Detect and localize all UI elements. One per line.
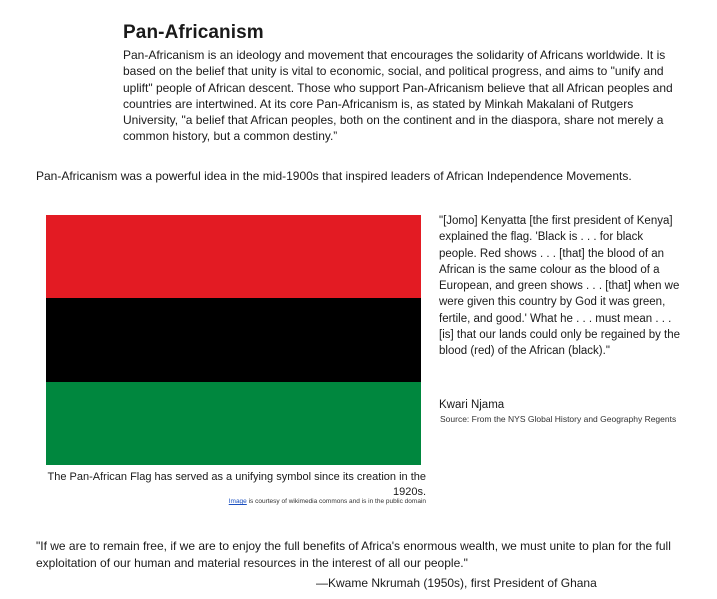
flag-stripe-green (46, 382, 421, 465)
lead-paragraph: Pan-Africanism was a powerful idea in the mid-1900s that inspired leaders of African Independence Movements. (36, 169, 632, 183)
intro-paragraph: Pan-Africanism is an ideology and movement that encourages the solidarity of Africans worldwide. It is based on the belief that unity is vital to economic, social, and political progress, and aims to "unify and uplift" people of African descent. Those who support Pan-Africanism believe that all African peoples and countries are intertwined. At its core Pan-Africanism is, as stated by Minkah Makalani of Rutgers University, "a belief that African peoples, both on the continent and in the diaspora, share not merely a common history, but a common destiny.” (123, 48, 673, 144)
flag-stripe-black (46, 298, 421, 381)
pan-african-flag-image (46, 215, 421, 465)
nkrumah-quote: "If we are to remain free, if we are to enjoy the full benefits of Africa's enormous wealth, we must unite to plan for the full exploitation of our human and material resources in the interest of all our people." (36, 539, 671, 570)
flag-caption: The Pan-African Flag has served as a unifying symbol since its creation in the 1920s. (47, 471, 426, 498)
kenyatta-quote: "[Jomo] Kenyatta [the first president of Kenya] explained the flag. 'Black is . . . for black people. Red shows . . . [that] the blood of an African is the same colour as the blood of a European, and green shows . . . [that] when we were given this country by God it was green, fertile, and good.' What he . . . must mean . . . [is] that our lands could only be regained by the blood (red) of the African (black)." (439, 215, 681, 358)
flag-stripe-red (46, 215, 421, 298)
quote-author: Kwari Njama (439, 399, 505, 411)
quote-source: Source: From the NYS Global History and Geography Regents (440, 414, 677, 424)
image-credit (46, 498, 426, 505)
page-title: Pan-Africanism (123, 22, 264, 43)
nkrumah-attribution: —Kwame Nkrumah (1950s), first President of Ghana (316, 576, 597, 590)
image-credit-text: is courtesy of wikimedia commons and is in the public domain (246, 498, 426, 505)
image-credit-link[interactable]: Image (228, 498, 247, 505)
